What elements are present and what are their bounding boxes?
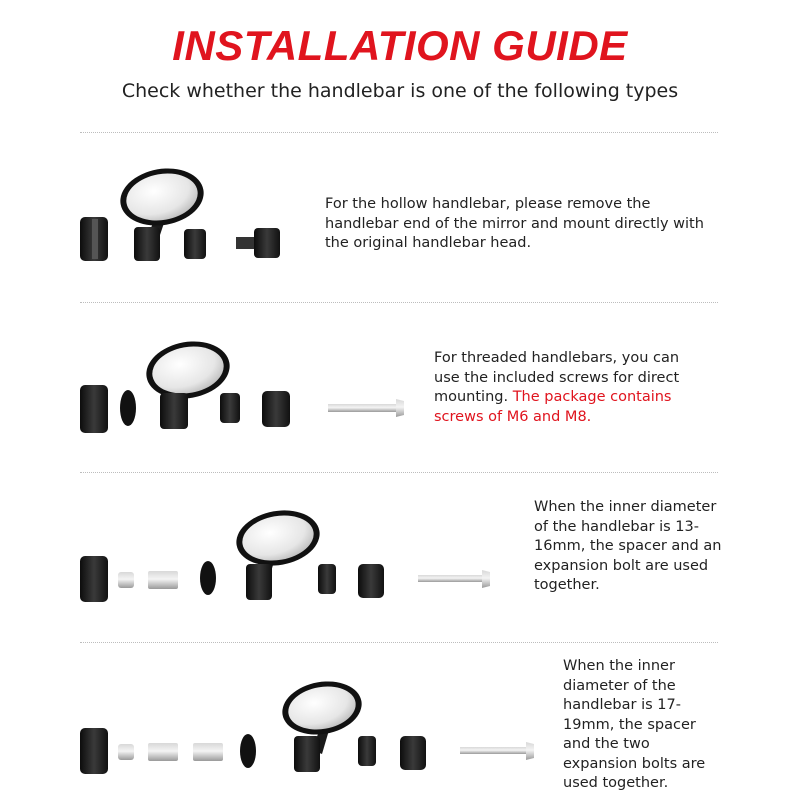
section-divider — [80, 472, 718, 473]
section-divider — [80, 132, 718, 133]
threaded-handlebar-illustration — [0, 335, 420, 445]
handlebar-13-16mm-illustration — [0, 508, 520, 608]
bar-end-bolt-icon — [236, 228, 280, 258]
washer-icon — [120, 390, 136, 426]
washer-icon — [200, 561, 216, 595]
spacer-icon — [358, 736, 376, 766]
mirror-icon — [278, 678, 366, 772]
handlebar-grip-icon — [80, 217, 108, 261]
washer-icon — [240, 734, 256, 768]
screw-icon — [328, 399, 404, 417]
mirror-icon — [232, 508, 324, 600]
handlebar-grip-icon — [80, 556, 108, 602]
spacer-sleeve-icon — [148, 743, 178, 761]
screw-icon — [418, 570, 490, 588]
section-description: When the inner diameter of the handlebar is 17-19mm, the spacer and the two expansion bolts are used together. — [563, 658, 706, 791]
spacer-sleeve-icon — [148, 571, 178, 589]
page-title: INSTALLATION GUIDE — [172, 22, 628, 69]
spacer-icon — [220, 393, 240, 423]
expansion-nut-icon — [118, 744, 134, 760]
handlebar-17-19mm-illustration — [0, 678, 550, 788]
handlebar-grip-icon — [80, 385, 108, 433]
spacer-sleeve-icon — [193, 743, 223, 761]
section-divider — [80, 302, 718, 303]
bar-end-cap-icon — [358, 564, 384, 598]
handlebar-grip-icon — [80, 728, 108, 774]
bar-end-cap-icon — [400, 736, 426, 770]
spacer-icon — [318, 564, 336, 594]
section-divider — [80, 642, 718, 643]
page-subtitle: Check whether the handlebar is one of the following types — [121, 80, 679, 102]
expansion-nut-icon — [118, 572, 134, 588]
spacer-icon — [184, 229, 206, 259]
package-note: The package contains screws of M6 and M8. — [434, 389, 672, 425]
section-description: For threaded handlebars, you can use the included screws for direct mounting. The package contains screws of M6 and M8. — [434, 350, 680, 425]
hollow-handlebar-illustration — [0, 155, 310, 270]
section-description: When the inner diameter of the handlebar is 13-16mm, the spacer and an expansion bolt are used together. — [534, 499, 722, 593]
section-description: For the hollow handlebar, please remove the handlebar end of the mirror and mount directly with the original handlebar head. — [325, 196, 704, 251]
screw-icon — [460, 742, 534, 760]
bar-end-cap-icon — [262, 391, 290, 427]
